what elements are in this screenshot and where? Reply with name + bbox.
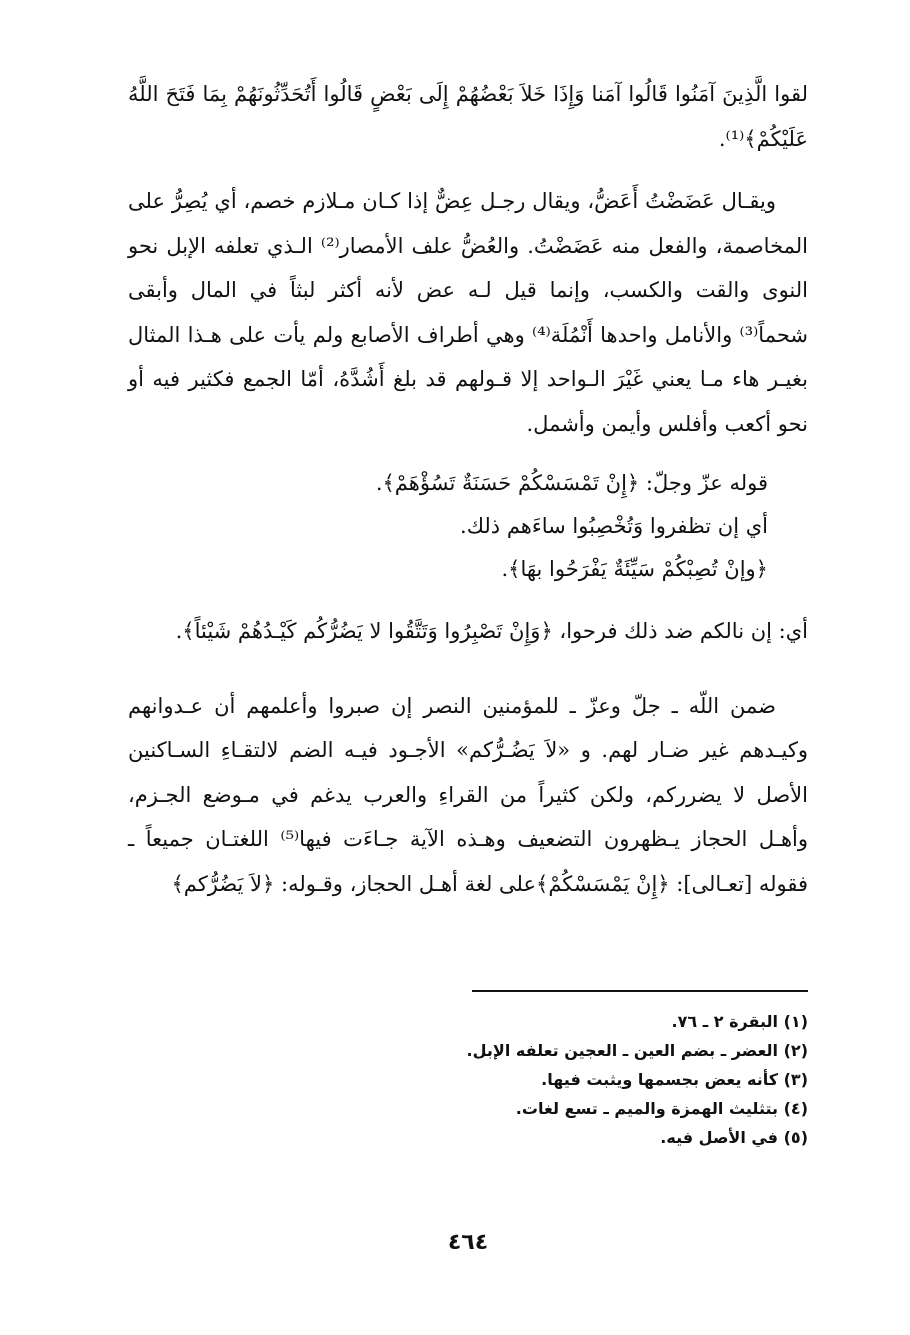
paragraph-quran-continuation: لقوا الَّذِينَ آمَنُوا قَالُوا آمَنا وَإِذَا خَلاَ بَعْضُهُمْ إِلَى بَعْضٍ قَالُوا أَتُحَدِّثُونَهُمْ بِمَا فَتَحَ اللَّهُ عَلَيْكُمْ﴾⁽¹⁾. bbox=[128, 82, 808, 151]
verse-block bbox=[128, 462, 808, 591]
paragraph-lexical-explanation: ويقـال عَضَضْتُ أَعَضُّ، ويقال رجـل عِضٌّ إذا كـان مـلازم خصم، أي يُصِرُّ على المخاصمة، والفعل منه عَضَضْتُ. والعُضُّ علف الأمصار⁽²⁾ الـذي تعلفه الإبل نحو النوى والقت والكسب، وإنما قيل لـه عض لأنه أكثر لبثاً في المال وأبقى شحماً⁽³⁾ والأنامل واحدها أَنْمُلَة⁽⁴⁾ وهي أطراف الأصابع ولم يأت على هـذا المثال بغيـر هاء مـا يعني غَيْرَ الـواحد إلا قـولهم قد بلغ أَشُدَّهُ، أمّا الجمع فكثير فيه أو نحو أكعب وأفلس وأيمن وأشمل. bbox=[128, 189, 809, 436]
footnotes bbox=[128, 1007, 808, 1152]
footnote-1: (١) البقرة ٢ ـ ٧٦. bbox=[671, 1012, 808, 1031]
verse-line-3: ﴿وإنْ تُصِبْكُمْ سَيِّئَةٌ يَفْرَحُوا بهَا﴾. bbox=[501, 557, 768, 581]
verse-line-1: قوله عزّ وجلّ: ﴿إِنْ تَمْسَسْكُمْ حَسَنَةٌ تَسُؤْهَمْ﴾. bbox=[375, 471, 768, 495]
page-body bbox=[128, 72, 808, 1292]
paragraph-grammar: ضمن اللّه ـ جلّ وعزّ ـ للمؤمنين النصر إن صبروا وأعلمهم أن عـدوانهم وكيـدهم غير ضـار لهم. و «لاَ يَضُـرُّكم» الأجـود فيـه الضم لالتقـاءِ السـاكنين الأصل لا يضرركم، ولكن كثيراً من القراءِ والعرب يدغم في مـوضع الجـزم، وأهـل الحجاز يـظهرون التضعيف وهـذه الآية جـاءَت فيها⁽⁵⁾ اللغتـان جميعاً ـ فقوله [تعـالى]: ﴿إِنْ يَمْسَسْكُمْ﴾على لغة أهـل الحجاز، وقـوله: ﴿لاَ يَضُرُّكم﴾ bbox=[128, 693, 809, 896]
footnote-3: (٣) كأنه يعض بجسمها ويثبت فيها. bbox=[541, 1070, 808, 1089]
page-number: ٤٦٤ bbox=[447, 1230, 489, 1255]
footnote-5: (٥) في الأصل فيه. bbox=[660, 1128, 808, 1147]
footnote-4: (٤) بتثليث الهمزة والميم ـ تسع لغات. bbox=[515, 1099, 808, 1118]
footnote-2: (٢) العضر ـ بضم العين ـ العجين تعلفه الإبل. bbox=[466, 1041, 808, 1060]
paragraph-explanation: أي: إن نالكم ضد ذلك فرحوا، ﴿وَإِنْ تَصْبِرُوا وَتَتَّقُوا لا يَضُرُّكُم كَيْـدُهُمْ شَيْئاً﴾. bbox=[175, 619, 808, 643]
footnote-divider bbox=[472, 990, 808, 992]
verse-line-2: أي إن تظفروا وَتُخْصِبُوا ساءَهم ذلك. bbox=[460, 514, 768, 538]
